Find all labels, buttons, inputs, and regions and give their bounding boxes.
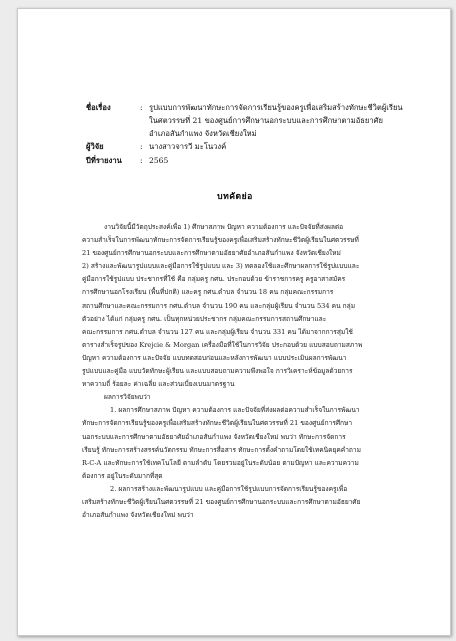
year-label: ปีที่รายงาน bbox=[86, 156, 122, 165]
paragraph-line: คณะกรรมการ กศน.ตำบล จำนวน 127 คน และกลุ่มผู้เรียน จำนวน 331 คน ได้มาจากการสุ่มใช้ bbox=[82, 327, 353, 336]
paragraph-line: 2) สร้างและพัฒนารูปแบบและคู่มือการใช้รูปแบบ และ 3) ทดลองใช้และศึกษาผลการใช้รูปแบบและ bbox=[82, 262, 360, 271]
colon: : bbox=[140, 142, 143, 151]
findings-label: ผลการวิจัยพบว่า bbox=[104, 393, 151, 402]
paragraph-line: หาความถี่ ร้อยละ ค่าเฉลี่ย และส่วนเบี่ยงเบนมาตรฐาน bbox=[82, 380, 235, 389]
paragraph-line: การศึกษานอกโรงเรียน (พื้นที่ปกติ) และครู กศน.ตำบล จำนวน 18 คน กลุ่มคณะกรรมการ bbox=[82, 288, 334, 297]
paragraph-line: ปัญหา ความต้องการ และปัจจัย แบบทดสอบก่อนและหลังการพัฒนา แบบประเมินผลการพัฒนา bbox=[82, 353, 347, 362]
finding-line: เสริมสร้างทักษะชีวิตผู้เรียนในศตวรรษที่ 21 ของศูนย์การศึกษานอกระบบและการศึกษาตามอัธยาศัย bbox=[82, 497, 361, 506]
paragraph-line: คู่มือการใช้รูปแบบ ประชากรที่ใช้ คือ กลุ่มครู กศน. ประกอบด้วย ข้าราชการครู ครูอาสาสมัคร bbox=[82, 275, 346, 284]
title-line: อำเภอสันกำแพง จังหวัดเชียงใหม่ bbox=[149, 129, 257, 138]
paragraph-line: งานวิจัยนี้มีวัตถุประสงค์เพื่อ 1) ศึกษาสภาพ ปัญหา ความต้องการ และปัจจัยที่ส่งผลต่อ bbox=[104, 223, 344, 231]
paragraph-line: สถานศึกษาและคณะกรรมการ กศน.ตำบล จำนวน 190 คน และกลุ่มผู้เรียน จำนวน 534 คน กลุ่ม bbox=[82, 301, 356, 310]
abstract-paragraph bbox=[82, 221, 390, 522]
document-page bbox=[17, 8, 451, 636]
finding-line: ทักษะการจัดการเรียนรู้ของครูเพื่อเสริมสร้างทักษะชีวิตผู้เรียนในศตวรรษที่ 21 ของศูนย์การศึกษา bbox=[82, 419, 353, 428]
colon: : bbox=[140, 156, 143, 165]
title-line: ในศตวรรษที่ 21 ของศูนย์การศึกษานอกระบบและการศึกษาตามอัธยาศัย bbox=[149, 116, 383, 125]
paragraph-line: รูปแบบและคู่มือ แบบวัดทักษะผู้เรียน และแบบสอบถามความพึงพอใจ การวิเคราะห์ข้อมูลด้วยการ bbox=[82, 367, 353, 376]
finding-line: เรียนรู้ ทักษะการสร้างสรรค์นวัตกรรม ทักษะการสื่อสาร ทักษะการตั้งคำถามโดยใช้เทคนิคยุคคำถาม bbox=[82, 445, 361, 454]
finding-line: R-C-A และทักษะการใช้เทคโนโลยี ตามลำดับ โดยรวมอยู่ในระดับน้อย ตามปัญหา และความความ bbox=[82, 458, 359, 467]
year-value: 2565 bbox=[149, 156, 169, 165]
researcher-label: ผู้วิจัย bbox=[86, 142, 104, 151]
finding-line: 1. ผลการศึกษาสภาพ ปัญหา ความต้องการ และปัจจัยที่ส่งผลต่อความสำเร็จในการพัฒนา bbox=[110, 406, 360, 415]
researcher-value: นางสาวจารวี มะโนวงค์ bbox=[149, 142, 227, 151]
paragraph-line: ตารางสำเร็จรูปของ Krejcie & Morgan เครื่องมือที่ใช้ในการวิจัย ประกอบด้วย แบบสอบถามสภาพ bbox=[82, 340, 363, 349]
colon: : bbox=[140, 103, 143, 112]
abstract-heading: บทคัดย่อ bbox=[217, 192, 253, 202]
title-value bbox=[149, 101, 403, 140]
paragraph-line: ตัวอย่าง ได้แก่ กลุ่มครู กศน. เป็นทุกหน่วยประชากร กลุ่มคณะกรรมการสถานศึกษาและ bbox=[82, 314, 327, 323]
finding-line: นอกระบบและการศึกษาตามอัธยาศัยอำเภอสันกำแพง จังหวัดเชียงใหม่ พบว่า ทักษะการจัดการ bbox=[82, 432, 346, 441]
finding-line: ต้องการ อยู่ในระดับมากที่สุด bbox=[82, 471, 163, 480]
title-line: รูปแบบการพัฒนาทักษะการจัดการเรียนรู้ของครูเพื่อเสริมสร้างทักษะชีวิตผู้เรียน bbox=[149, 103, 403, 112]
finding-line: 2. ผลการสร้างและพัฒนารูปแบบ และคู่มือการใช้รูปแบบการจัดการเรียนรู้ของครูเพื่อ bbox=[110, 484, 348, 493]
title-label: ชื่อเรื่อง bbox=[86, 103, 111, 112]
finding-line: อำเภอสันกำแพง จังหวัดเชียงใหม่ พบว่า bbox=[82, 511, 194, 520]
paragraph-line: 21 ของศูนย์การศึกษานอกระบบและการศึกษาตามอัธยาศัยอำเภอสันกำแพง จังหวัดเชียงใหม่ bbox=[82, 249, 341, 258]
paragraph-line: ความสำเร็จในการพัฒนาทักษะการจัดการเรียนรู้ของครูเพื่อเสริมสร้างทักษะชีวิตผู้เรียนในศตวรรษที่ bbox=[82, 236, 359, 245]
